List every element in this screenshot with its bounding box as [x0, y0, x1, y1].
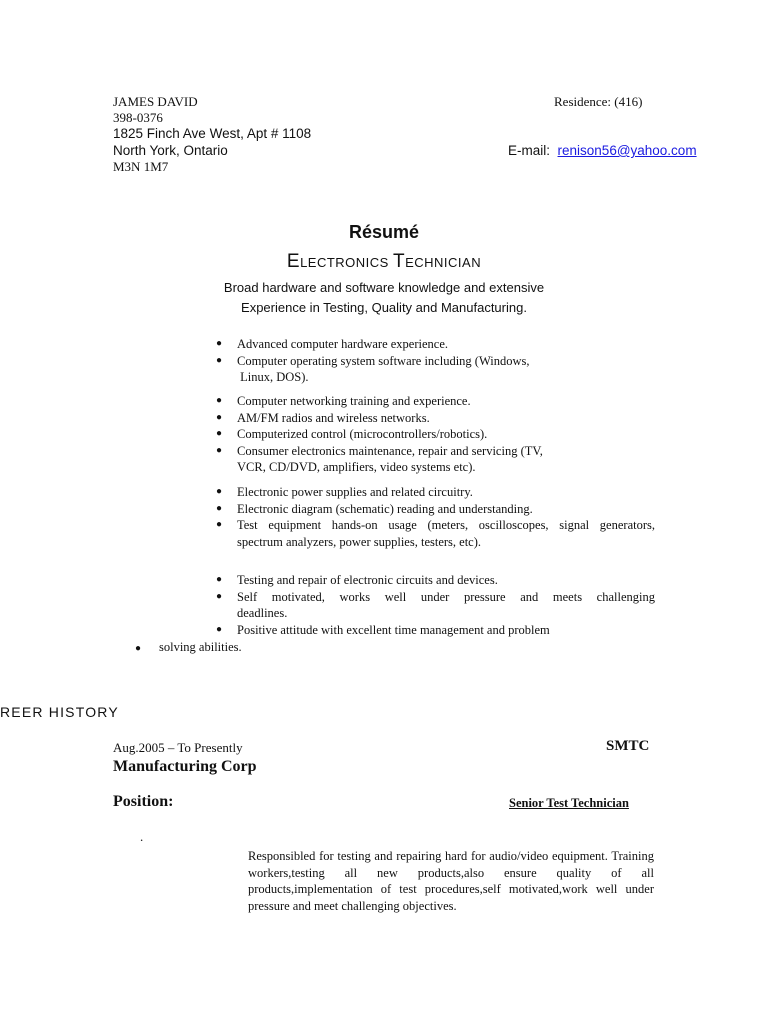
job-description: Responsibled for testing and repairing hard for audio/video equipment. Training workers,testing all new products,also ensure quality of all products,implementation of test procedures,self motivated,work well under pressure and meet challenging objectives. [248, 849, 654, 913]
skill-item-text: Computer networking training and experience. [237, 394, 471, 408]
skill-item [213, 336, 655, 353]
skill-item-text: Consumer electronics maintenance, repair and servicing (TV, [237, 443, 543, 458]
email-label: E-mail: [508, 143, 551, 158]
skills-group-1 [213, 336, 655, 386]
skills-group-4 [213, 572, 655, 638]
skill-item-text: Self motivated, works well under pressure and meets challenging [237, 589, 655, 604]
employment-dates: Aug.2005 – To Presently [113, 740, 243, 755]
bullet-icon: ● [215, 411, 223, 423]
bullet-icon: ● [215, 486, 223, 497]
role-cap-t: T [392, 251, 406, 272]
bullet-icon: ● [215, 590, 223, 602]
role-title [0, 251, 768, 273]
bullet-icon: ● [215, 338, 223, 349]
skill-item-text: Computer operating system software including (Windows, [237, 353, 530, 368]
applicant-name: JAMES DAVID [113, 94, 198, 109]
company-name-short: SMTC [606, 738, 650, 754]
career-history-heading: REER HISTORY [0, 704, 119, 720]
skill-item [213, 410, 655, 427]
skill-item-text: Electronic diagram (schematic) reading and understanding. [237, 501, 533, 516]
bullet-icon: ● [215, 444, 223, 456]
skill-item-text: deadlines. [237, 606, 288, 620]
role-word-electronics: LECTRONICS [300, 255, 389, 270]
skills-group-2 [213, 393, 655, 476]
skill-item-text: Advanced computer hardware experience. [237, 337, 448, 351]
skill-item [213, 484, 655, 501]
role-word-technician: ECHNICIAN [405, 255, 482, 270]
skill-item-text: Testing and repair of electronic circuits and devices. [237, 573, 498, 587]
postal-code: M3N 1M7 [113, 159, 169, 174]
orphan-bullet [135, 640, 242, 655]
skill-item [213, 589, 655, 622]
skill-item-text: VCR, CD/DVD, amplifiers, video systems etc). [237, 460, 476, 474]
bullet-icon: ● [215, 428, 223, 439]
email-link[interactable]: renison56@yahoo.com [557, 143, 697, 158]
stray-period: . [140, 829, 144, 844]
skill-item [213, 501, 655, 518]
bullet-icon: ● [215, 574, 223, 585]
summary-line-1: Broad hardware and software knowledge and extensive [223, 280, 545, 295]
skill-item-text: Computerized control (microcontrollers/robotics). [237, 427, 488, 441]
company-name-rest: Manufacturing Corp [113, 758, 257, 775]
address-line-2: North York, Ontario [113, 143, 228, 158]
role-cap-e: E [286, 251, 301, 272]
residence-phone-label: Residence: (416) [554, 94, 643, 109]
skill-item-text: Linux, DOS). [237, 370, 309, 384]
summary-line-2: Experience in Testing, Quality and Manufacturing. [241, 300, 527, 315]
skill-item [213, 622, 655, 639]
position-title: Senior Test Technician [509, 796, 629, 810]
skill-item [213, 517, 655, 550]
skill-item [213, 393, 655, 410]
bullet-icon: ● [135, 643, 142, 654]
resume-heading: Résumé [348, 222, 420, 242]
bullet-icon: ● [215, 519, 223, 530]
phone-number: 398-0376 [113, 110, 163, 125]
skill-item-text: Test equipment hands-on usage (meters, oscilloscopes, signal generators, [237, 518, 655, 532]
skill-item-text: AM/FM radios and wireless networks. [237, 410, 430, 425]
email-row [508, 143, 697, 158]
bullet-icon: ● [215, 502, 223, 514]
skill-item-text: Electronic power supplies and related circuitry. [237, 485, 473, 499]
bullet-icon: ● [215, 354, 223, 366]
bullet-icon: ● [215, 623, 223, 635]
position-label: Position: [113, 793, 174, 810]
skill-item [213, 443, 655, 476]
skill-item-text: Positive attitude with excellent time management and problem [237, 622, 550, 637]
skill-item [213, 353, 655, 386]
address-line-1: 1825 Finch Ave West, Apt # 1108 [113, 126, 312, 141]
skills-group-3 [213, 484, 655, 550]
skill-item-text: spectrum analyzers, power supplies, testers, etc). [237, 534, 482, 549]
orphan-bullet-text: solving abilities. [159, 640, 242, 654]
bullet-icon: ● [215, 395, 223, 406]
skill-item [213, 572, 655, 589]
skill-item [213, 426, 655, 443]
